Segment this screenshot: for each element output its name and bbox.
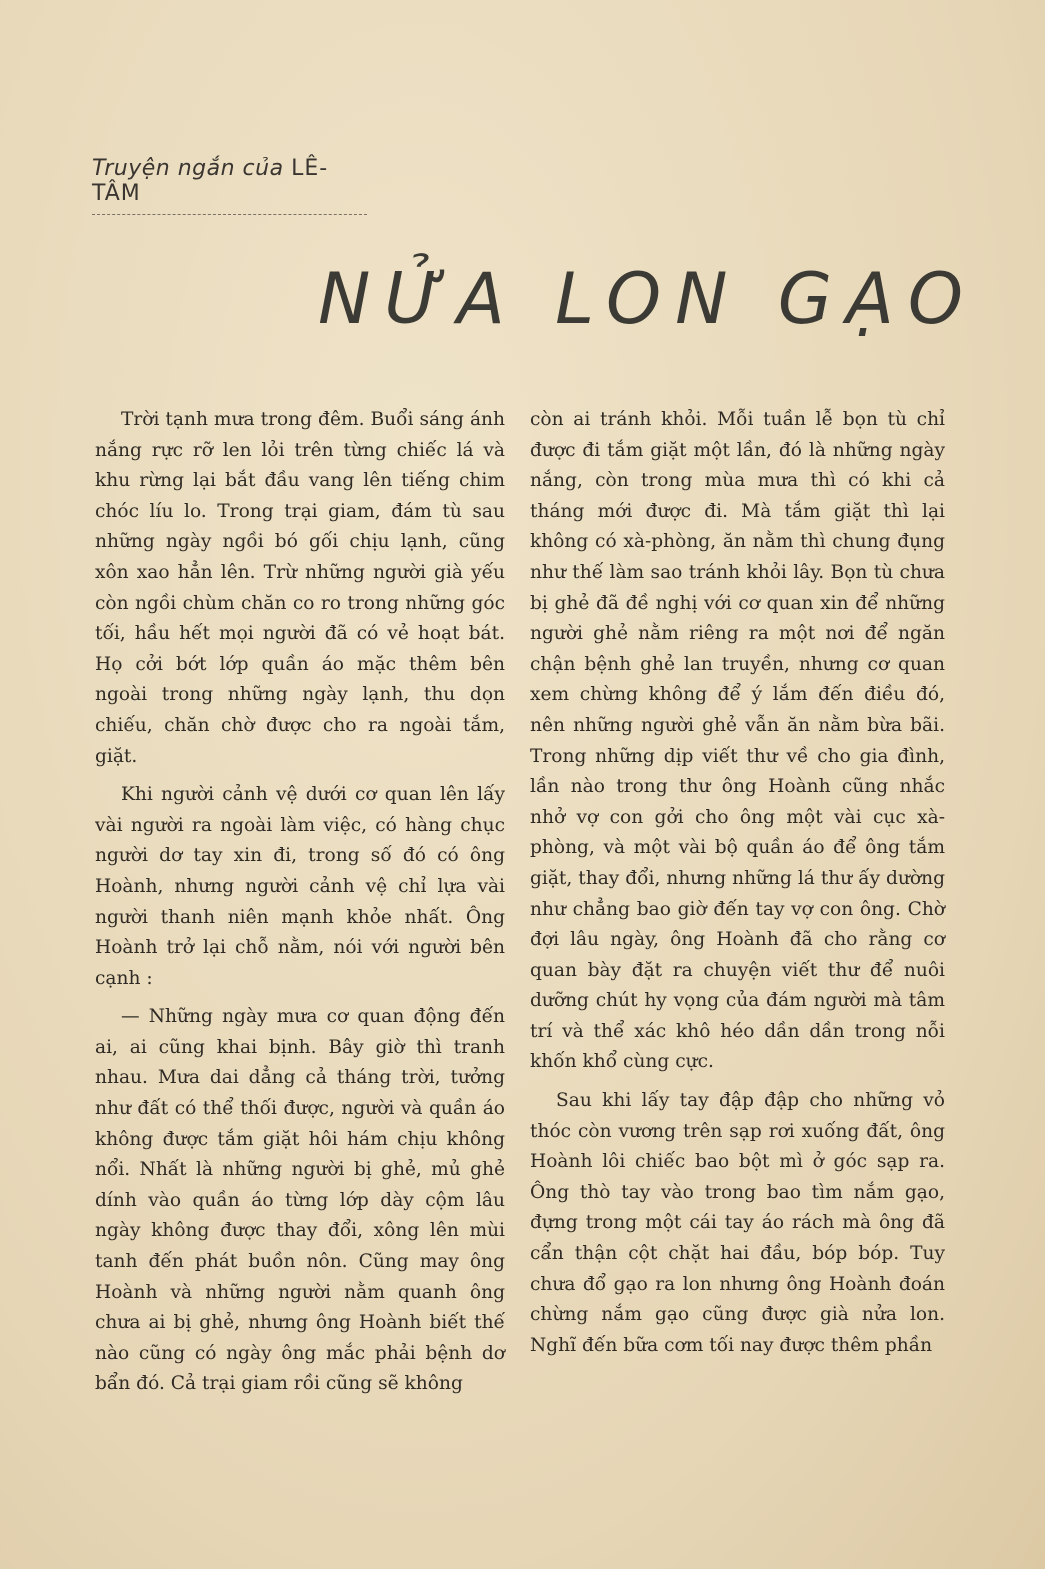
text-column-right	[530, 405, 945, 1361]
paragraph: Khi người cảnh vệ dưới cơ quan lên lấy vài người ra ngoài làm việc, có hàng chục người dơ tay xin đi, trong số đó có ông Hoành, nhưng người cảnh vệ chỉ lựa vài người thanh niên mạnh khỏe nhất. Ông Hoành trở lại chỗ nằm, nói với người bên cạnh :	[95, 784, 505, 989]
byline-label: Truyện ngắn của	[92, 156, 284, 181]
paragraph: — Những ngày mưa cơ quan động đến ai, ai cũng khai bịnh. Bây giờ thì tranh nhau. Mưa dai dẳng cả tháng trời, tưởng như đất có thể thối được, người và quần áo không được tắm giặt hôi hám chịu không nổi. Nhất là những người bị ghẻ, mủ ghẻ dính vào quần áo từng lớp dày cộm lâu ngày không được thay đổi, xông lên mùi tanh đến phát buồn nôn. Cũng may ông Hoành và những người nằm quanh ông chưa ai bị ghẻ, nhưng ông Hoành biết thế nào cũng có ngày ông mắc phải bệnh dơ bẩn đó. Cả trại giam rồi cũng sẽ không	[95, 1006, 505, 1395]
paragraph: Trời tạnh mưa trong đêm. Buổi sáng ánh nắng rực rỡ len lỏi trên từng chiếc lá và khu rừng lại bắt đầu vang lên tiếng chim chóc líu lo. Trong trại giam, đám tù sau những ngày ngồi bó gối chịu lạnh, cũng xôn xao hẳn lên. Trừ những người già yếu còn ngồi chùm chăn co ro trong những góc tối, hầu hết mọi người đã có vẻ hoạt bát. Họ cởi bớt lớp quần áo mặc thêm bên ngoài trong những ngày lạnh, thu dọn chiếu, chăn chờ được cho ra ngoài tắm, giặt.	[95, 409, 505, 767]
paragraph: còn ai tránh khỏi. Mỗi tuần lễ bọn tù chỉ được đi tắm giặt một lần, đó là những ngày nắng, còn trong mùa mưa thì có khi cả tháng mới được đi. Mà tắm giặt thì lại không có xà-phòng, ăn nằm thì chung đụng như thế làm sao tránh khỏi lây. Bọn tù chưa bị ghẻ đã đề nghị với cơ quan xin để những người ghẻ nằm riêng ra một nơi để ngăn chận bệnh ghẻ lan truyền, nhưng cơ quan xem chừng không để ý lắm đến điều đó, nên những người ghẻ vẫn ăn nằm bừa bãi. Trong những dịp viết thư về cho gia đình, lần nào trong thư ông Hoành cũng nhắc nhở vợ con gởi cho ông một vài cục xà-phòng, và một vài bộ quần áo để ông tắm giặt, thay đổi, nhưng những lá thư ấy dường như chẳng bao giờ đến tay vợ con ông. Chờ đợi lâu ngày, ông Hoành đã cho rằng cơ quan bày đặt ra chuyện viết thư để nuôi dưỡng chút hy vọng của đám người mà tâm trí và thể xác khô héo dần dần trong nỗi khốn khổ cùng cực.	[530, 409, 945, 1073]
paragraph: Sau khi lấy tay đập đập cho những vỏ thóc còn vương trên sạp rơi xuống đất, ông Hoành lôi chiếc bao bột mì ở góc sạp ra. Ông thò tay vào trong bao tìm nắm gạo, đựng trong một cái tay áo rách mà ông đã cẩn thận cột chặt hai đầu, bóp bóp. Tuy chưa đổ gạo ra lon nhưng ông Hoành đoán chừng nắm gạo cũng được già nửa lon. Nghĩ đến bữa cơm tối nay được thêm phần	[530, 1090, 945, 1356]
text-column-left	[95, 405, 505, 1400]
byline	[92, 156, 367, 215]
author-name: LÊ-TÂM	[92, 156, 329, 206]
story-title: NỬA LON GẠO	[318, 258, 977, 340]
